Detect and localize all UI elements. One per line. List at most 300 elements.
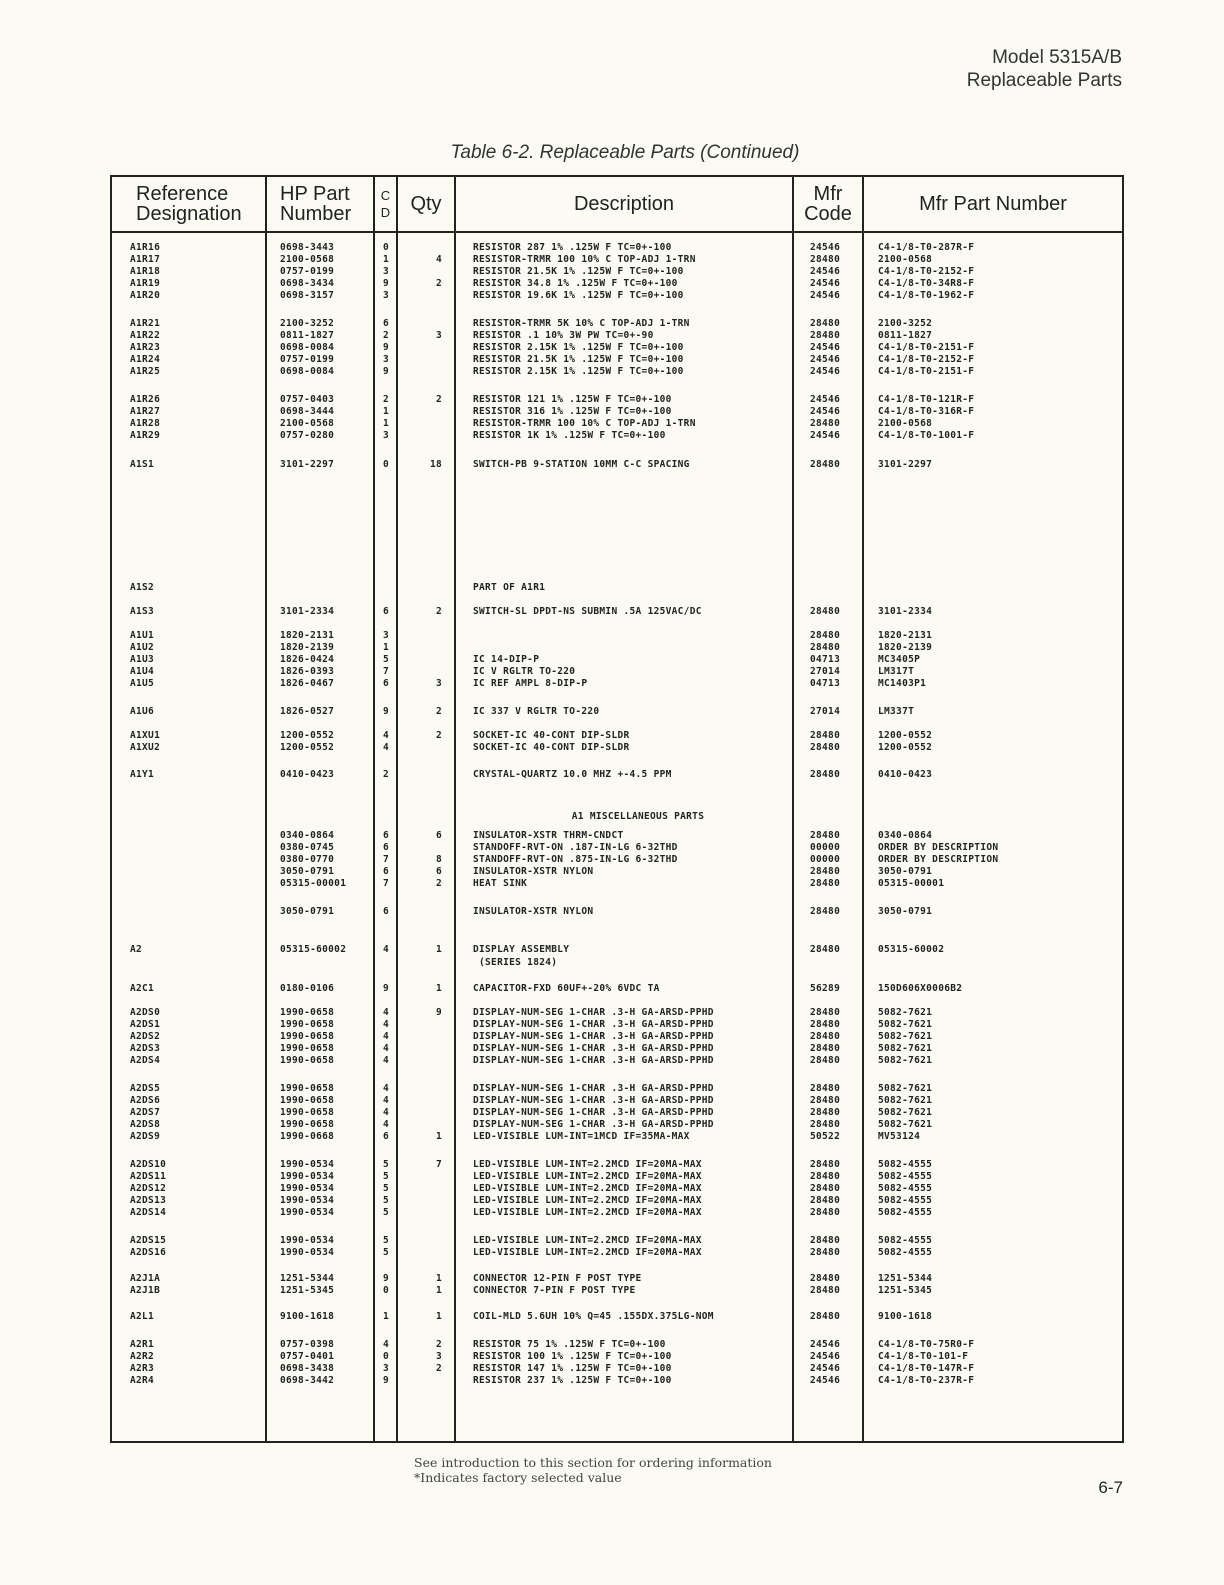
cell-hp: 9100-1618: [280, 1311, 335, 1322]
cell-hp: 0757-0199: [280, 266, 335, 277]
cell-mpn: 2100-0568: [878, 418, 933, 429]
cell-mpn: ORDER BY DESCRIPTION: [878, 854, 999, 865]
cell-mpn: 3101-2297: [878, 459, 933, 470]
cell-mpn: 1820-2131: [878, 630, 933, 641]
cell-mpn: 5082-7621: [878, 1031, 933, 1042]
cell-ref: A2: [130, 944, 143, 955]
table-row: [112, 1119, 1122, 1131]
cell-cd: 4: [383, 1043, 390, 1054]
cell-cd: 4: [383, 730, 390, 741]
cell-cd: 4: [383, 1339, 390, 1350]
cell-ref: A1R29: [130, 430, 161, 441]
cell-mfr: 04713: [810, 654, 841, 665]
table-row: [112, 606, 1122, 618]
table-row: [112, 1273, 1122, 1285]
cell-mfr: 56289: [810, 983, 841, 994]
cell-mpn: 05315-00001: [878, 878, 945, 889]
table-row: [112, 769, 1122, 781]
cell-mpn: C4-1/8-T0-101-F: [878, 1351, 969, 1362]
cell-mpn: 5082-7621: [878, 1107, 933, 1118]
cell-mpn: C4-1/8-T0-147R-F: [878, 1363, 975, 1374]
cell-cd: 5: [383, 1247, 390, 1258]
cell-cd: 6: [383, 678, 390, 689]
cell-mfr: 28480: [810, 906, 841, 917]
cell-desc: RESISTOR 2.15K 1% .125W F TC=0+-100: [473, 366, 684, 377]
cell-ref: A1R20: [130, 290, 161, 301]
header-qty: Qty: [410, 193, 442, 215]
cell-hp: 1251-5345: [280, 1285, 335, 1296]
cell-mpn: 05315-60002: [878, 944, 945, 955]
misc-parts-heading: A1 MISCELLANEOUS PARTS: [571, 811, 705, 822]
cell-desc: IC 337 V RGLTR TO-220: [473, 706, 600, 717]
cell-hp: 0180-0106: [280, 983, 335, 994]
cell-ref: A2DS6: [130, 1095, 161, 1106]
table-row: [112, 418, 1122, 430]
cell-ref: A1U2: [130, 642, 155, 653]
table-row: [112, 630, 1122, 642]
cell-cd: 0: [383, 459, 390, 470]
parts-table: [110, 175, 1124, 1443]
cell-mfr: 28480: [810, 1235, 841, 1246]
cell-ref: A1R18: [130, 266, 161, 277]
cell-desc: SWITCH-SL DPDT-NS SUBMIN .5A 125VAC/DC: [473, 606, 702, 617]
cell-hp: 0698-3442: [280, 1375, 335, 1386]
cell-cd: 7: [383, 854, 390, 865]
cell-mfr: 28480: [810, 630, 841, 641]
cell-ref: A2DS7: [130, 1107, 161, 1118]
table-row: [112, 1351, 1122, 1363]
cell-mpn: 5082-7621: [878, 1007, 933, 1018]
cell-mpn: MC3405P: [878, 654, 921, 665]
cell-cd: 9: [383, 1375, 390, 1386]
cell-desc: HEAT SINK: [473, 878, 528, 889]
cell-qty: 4: [435, 254, 442, 265]
cell-hp: 1990-0658: [280, 1083, 335, 1094]
table-row: [112, 1311, 1122, 1323]
cell-cd: 1: [383, 406, 390, 417]
cell-mfr: 28480: [810, 1195, 841, 1206]
cell-hp: 0698-0084: [280, 366, 335, 377]
cell-cd: 4: [383, 1007, 390, 1018]
cell-mpn: C4-1/8-T0-287R-F: [878, 242, 975, 253]
cell-mpn: 3050-0791: [878, 906, 933, 917]
cell-mpn: C4-1/8-T0-316R-F: [878, 406, 975, 417]
cell-ref: A2DS2: [130, 1031, 161, 1042]
cell-desc: SWITCH-PB 9-STATION 10MM C-C SPACING: [473, 459, 690, 470]
cell-desc: (SERIES 1824): [473, 957, 558, 968]
cell-mfr: 28480: [810, 1273, 841, 1284]
table-row: [112, 957, 1122, 969]
cell-desc: RESISTOR .1 10% 3W PW TC=0+-90: [473, 330, 654, 341]
table-row: [112, 1285, 1122, 1297]
cell-desc: LED-VISIBLE LUM-INT=2.2MCD IF=20MA-MAX: [473, 1195, 702, 1206]
cell-mfr: 28480: [810, 1019, 841, 1030]
cell-mpn: 5082-4555: [878, 1207, 933, 1218]
cell-mfr: 28480: [810, 606, 841, 617]
cell-cd: 6: [383, 830, 390, 841]
table-row: [112, 866, 1122, 878]
table-row: [112, 354, 1122, 366]
table-row: [112, 878, 1122, 890]
cell-hp: 1990-0658: [280, 1107, 335, 1118]
table-row: [112, 742, 1122, 754]
table-row: [112, 944, 1122, 956]
table-row: [112, 1131, 1122, 1143]
cell-hp: 1820-2139: [280, 642, 335, 653]
cell-desc: LED-VISIBLE LUM-INT=1MCD IF=35MA-MAX: [473, 1131, 690, 1142]
cell-ref: A1R24: [130, 354, 161, 365]
footnote-factory-selected: *Indicates factory selected value: [414, 1470, 622, 1485]
section-label: Replaceable Parts: [966, 70, 1122, 91]
table-row: [112, 1247, 1122, 1259]
cell-mpn: 150D606X0006B2: [878, 983, 963, 994]
cell-hp: 0811-1827: [280, 330, 335, 341]
cell-mfr: 24546: [810, 342, 841, 353]
cell-hp: 1990-0658: [280, 1119, 335, 1130]
cell-mfr: 28480: [810, 830, 841, 841]
cell-mpn: 1200-0552: [878, 742, 933, 753]
cell-mfr: 28480: [810, 1083, 841, 1094]
cell-desc: RESISTOR-TRMR 5K 10% C TOP-ADJ 1-TRN: [473, 318, 690, 329]
cell-qty: 2: [435, 278, 442, 289]
cell-desc: DISPLAY-NUM-SEG 1-CHAR .3-H GA-ARSD-PPHD: [473, 1083, 714, 1094]
cell-mpn: ORDER BY DESCRIPTION: [878, 842, 999, 853]
cell-qty: 1: [435, 1285, 442, 1296]
cell-hp: 1990-0534: [280, 1247, 335, 1258]
cell-desc: DISPLAY-NUM-SEG 1-CHAR .3-H GA-ARSD-PPHD: [473, 1043, 714, 1054]
cell-hp: 1990-0534: [280, 1183, 335, 1194]
cell-desc: DISPLAY-NUM-SEG 1-CHAR .3-H GA-ARSD-PPHD: [473, 1007, 714, 1018]
cell-qty: 2: [435, 878, 442, 889]
cell-cd: 6: [383, 866, 390, 877]
cell-mpn: C4-1/8-T0-121R-F: [878, 394, 975, 405]
cell-ref: A1R27: [130, 406, 161, 417]
table-row: [112, 290, 1122, 302]
cell-mpn: 2100-3252: [878, 318, 933, 329]
cell-hp: 1990-0658: [280, 1055, 335, 1066]
cell-ref: A2R4: [130, 1375, 155, 1386]
cell-desc: LED-VISIBLE LUM-INT=2.2MCD IF=20MA-MAX: [473, 1183, 702, 1194]
table-row: [112, 1095, 1122, 1107]
cell-cd: 6: [383, 318, 390, 329]
cell-cd: 9: [383, 983, 390, 994]
cell-cd: 3: [383, 290, 390, 301]
cell-mfr: 27014: [810, 706, 841, 717]
cell-cd: 9: [383, 366, 390, 377]
cell-cd: 7: [383, 878, 390, 889]
cell-ref: A2R2: [130, 1351, 155, 1362]
cell-cd: 0: [383, 242, 390, 253]
cell-mpn: 3050-0791: [878, 866, 933, 877]
cell-mpn: C4-1/8-T0-34R8-F: [878, 278, 975, 289]
cell-desc: RESISTOR 34.8 1% .125W F TC=0+-100: [473, 278, 678, 289]
cell-mpn: C4-1/8-T0-2152-F: [878, 354, 975, 365]
cell-mfr: 28480: [810, 1247, 841, 1258]
cell-qty: 3: [435, 1351, 442, 1362]
header-cd: C D: [380, 188, 391, 220]
page-number: 6-7: [1098, 1478, 1123, 1497]
cell-qty: 2: [435, 394, 442, 405]
table-row: [112, 666, 1122, 678]
cell-cd: 1: [383, 254, 390, 265]
cell-desc: DISPLAY-NUM-SEG 1-CHAR .3-H GA-ARSD-PPHD: [473, 1119, 714, 1130]
cell-desc: LED-VISIBLE LUM-INT=2.2MCD IF=20MA-MAX: [473, 1235, 702, 1246]
cell-desc: RESISTOR 316 1% .125W F TC=0+-100: [473, 406, 672, 417]
cell-desc: DISPLAY ASSEMBLY: [473, 944, 570, 955]
cell-desc: IC 14-DIP-P: [473, 654, 540, 665]
cell-cd: 5: [383, 1183, 390, 1194]
cell-desc: IC REF AMPL 8-DIP-P: [473, 678, 588, 689]
cell-mpn: 5082-4555: [878, 1183, 933, 1194]
table-row: [112, 1083, 1122, 1095]
table-row: [112, 730, 1122, 742]
cell-ref: A2DS3: [130, 1043, 161, 1054]
cell-desc: DISPLAY-NUM-SEG 1-CHAR .3-H GA-ARSD-PPHD: [473, 1019, 714, 1030]
table-row: [112, 1171, 1122, 1183]
cell-cd: 5: [383, 1207, 390, 1218]
cell-mfr: 28480: [810, 1107, 841, 1118]
cell-cd: 3: [383, 1363, 390, 1374]
cell-ref: A2DS9: [130, 1131, 161, 1142]
cell-desc: DISPLAY-NUM-SEG 1-CHAR .3-H GA-ARSD-PPHD: [473, 1055, 714, 1066]
cell-cd: 2: [383, 330, 390, 341]
cell-mfr: 28480: [810, 944, 841, 955]
cell-ref: A1S3: [130, 606, 155, 617]
cell-mfr: 28480: [810, 254, 841, 265]
cell-desc: RESISTOR 147 1% .125W F TC=0+-100: [473, 1363, 672, 1374]
table-row: [112, 318, 1122, 330]
cell-mpn: 5082-7621: [878, 1083, 933, 1094]
cell-qty: 6: [435, 866, 442, 877]
cell-mpn: 1820-2139: [878, 642, 933, 653]
cell-mpn: 1251-5344: [878, 1273, 933, 1284]
cell-hp: 0698-0084: [280, 342, 335, 353]
table-row: [112, 654, 1122, 666]
table-row: [112, 1007, 1122, 1019]
cell-mfr: 50522: [810, 1131, 841, 1142]
cell-qty: 18: [429, 459, 442, 470]
cell-ref: A1S1: [130, 459, 155, 470]
cell-cd: 5: [383, 1195, 390, 1206]
cell-cd: 4: [383, 1019, 390, 1030]
cell-mfr: 24546: [810, 366, 841, 377]
cell-desc: LED-VISIBLE LUM-INT=2.2MCD IF=20MA-MAX: [473, 1171, 702, 1182]
cell-mpn: 5082-7621: [878, 1043, 933, 1054]
table-row: [112, 278, 1122, 290]
cell-hp: 0380-0745: [280, 842, 335, 853]
cell-ref: A2DS1: [130, 1019, 161, 1030]
cell-hp: 0757-0280: [280, 430, 335, 441]
cell-hp: 1826-0527: [280, 706, 335, 717]
cell-mpn: 5082-7621: [878, 1119, 933, 1130]
cell-ref: A2J1A: [130, 1273, 161, 1284]
cell-desc: STANDOFF-RVT-ON .875-IN-LG 6-32THD: [473, 854, 678, 865]
header-reference-designation: Reference Designation: [136, 183, 242, 225]
cell-hp: 05315-00001: [280, 878, 347, 889]
cell-mpn: 5082-7621: [878, 1019, 933, 1030]
cell-cd: 1: [383, 418, 390, 429]
cell-hp: 1826-0467: [280, 678, 335, 689]
cell-cd: 4: [383, 1119, 390, 1130]
cell-hp: 2100-0568: [280, 254, 335, 265]
cell-cd: 9: [383, 278, 390, 289]
cell-mfr: 28480: [810, 1095, 841, 1106]
cell-desc: LED-VISIBLE LUM-INT=2.2MCD IF=20MA-MAX: [473, 1159, 702, 1170]
cell-hp: 0698-3157: [280, 290, 335, 301]
cell-mpn: 0811-1827: [878, 330, 933, 341]
cell-mpn: 5082-4555: [878, 1159, 933, 1170]
cell-ref: A2DS0: [130, 1007, 161, 1018]
cell-ref: A2R1: [130, 1339, 155, 1350]
cell-ref: A2DS5: [130, 1083, 161, 1094]
cell-cd: 3: [383, 430, 390, 441]
cell-ref: A2DS12: [130, 1183, 167, 1194]
cell-mpn: 1251-5345: [878, 1285, 933, 1296]
cell-hp: 0757-0398: [280, 1339, 335, 1350]
cell-desc: RESISTOR 100 1% .125W F TC=0+-100: [473, 1351, 672, 1362]
cell-ref: A2DS16: [130, 1247, 167, 1258]
cell-qty: 9: [435, 1007, 442, 1018]
cell-desc: RESISTOR 2.15K 1% .125W F TC=0+-100: [473, 342, 684, 353]
cell-mpn: C4-1/8-T0-1962-F: [878, 290, 975, 301]
cell-ref: A1R26: [130, 394, 161, 405]
cell-mpn: 3101-2334: [878, 606, 933, 617]
cell-cd: 9: [383, 342, 390, 353]
header-mfr-code: Mfr Code: [804, 183, 852, 225]
cell-cd: 4: [383, 742, 390, 753]
cell-ref: A1R17: [130, 254, 161, 265]
cell-mfr: 28480: [810, 459, 841, 470]
cell-mfr: 28480: [810, 1183, 841, 1194]
cell-hp: 1990-0534: [280, 1235, 335, 1246]
table-row: [112, 854, 1122, 866]
cell-desc: RESISTOR 21.5K 1% .125W F TC=0+-100: [473, 354, 684, 365]
cell-cd: 4: [383, 1031, 390, 1042]
cell-hp: 0757-0403: [280, 394, 335, 405]
cell-hp: 0340-0864: [280, 830, 335, 841]
cell-cd: 3: [383, 266, 390, 277]
cell-hp: 2100-0568: [280, 418, 335, 429]
cell-ref: A1R21: [130, 318, 161, 329]
cell-cd: 6: [383, 606, 390, 617]
cell-mfr: 28480: [810, 1007, 841, 1018]
cell-hp: 05315-60002: [280, 944, 347, 955]
cell-ref: A2C1: [130, 983, 155, 994]
cell-hp: 1990-0534: [280, 1171, 335, 1182]
cell-mpn: 5082-7621: [878, 1055, 933, 1066]
cell-desc: RESISTOR-TRMR 100 10% C TOP-ADJ 1-TRN: [473, 254, 696, 265]
cell-qty: 1: [435, 1311, 442, 1322]
cell-hp: 1251-5344: [280, 1273, 335, 1284]
table-row: [112, 706, 1122, 718]
cell-mfr: 27014: [810, 666, 841, 677]
cell-mfr: 28480: [810, 642, 841, 653]
cell-mfr: 28480: [810, 418, 841, 429]
cell-cd: 9: [383, 706, 390, 717]
table-row: [112, 842, 1122, 854]
cell-mfr: 28480: [810, 878, 841, 889]
cell-mpn: C4-1/8-T0-1001-F: [878, 430, 975, 441]
cell-mpn: 5082-4555: [878, 1195, 933, 1206]
cell-mfr: 28480: [810, 1207, 841, 1218]
cell-mfr: 00000: [810, 842, 841, 853]
table-row: [112, 1363, 1122, 1375]
cell-desc: IC V RGLTR TO-220: [473, 666, 576, 677]
cell-ref: A2L1: [130, 1311, 155, 1322]
cell-ref: A1Y1: [130, 769, 155, 780]
table-row: [112, 1339, 1122, 1351]
cell-ref: A1U6: [130, 706, 155, 717]
cell-mpn: LM337T: [878, 706, 915, 717]
cell-cd: 5: [383, 1159, 390, 1170]
cell-hp: 3101-2297: [280, 459, 335, 470]
cell-desc: COIL-MLD 5.6UH 10% Q=45 .155DX.375LG-NOM: [473, 1311, 714, 1322]
cell-cd: 4: [383, 1107, 390, 1118]
cell-desc: RESISTOR 121 1% .125W F TC=0+-100: [473, 394, 672, 405]
cell-mpn: C4-1/8-T0-2151-F: [878, 366, 975, 377]
cell-hp: 1826-0393: [280, 666, 335, 677]
table-row: [112, 1183, 1122, 1195]
cell-cd: 1: [383, 642, 390, 653]
cell-desc: LED-VISIBLE LUM-INT=2.2MCD IF=20MA-MAX: [473, 1207, 702, 1218]
cell-mfr: 24546: [810, 430, 841, 441]
cell-qty: 2: [435, 1363, 442, 1374]
cell-cd: 6: [383, 842, 390, 853]
cell-desc: PART OF A1R1: [473, 582, 546, 593]
cell-hp: 1990-0668: [280, 1131, 335, 1142]
cell-mpn: 5082-4555: [878, 1247, 933, 1258]
table-title: Table 6-2. Replaceable Parts (Continued): [450, 142, 800, 163]
cell-desc: LED-VISIBLE LUM-INT=2.2MCD IF=20MA-MAX: [473, 1247, 702, 1258]
cell-desc: INSULATOR-XSTR NYLON: [473, 906, 594, 917]
cell-ref: A2DS10: [130, 1159, 167, 1170]
cell-mpn: C4-1/8-T0-237R-F: [878, 1375, 975, 1386]
cell-mfr: 24546: [810, 1375, 841, 1386]
cell-desc: RESISTOR-TRMR 100 10% C TOP-ADJ 1-TRN: [473, 418, 696, 429]
cell-mfr: 28480: [810, 1119, 841, 1130]
cell-qty: 2: [435, 1339, 442, 1350]
cell-cd: 0: [383, 1285, 390, 1296]
cell-mpn: MC1403P1: [878, 678, 927, 689]
table-row: [112, 1031, 1122, 1043]
cell-desc: SOCKET-IC 40-CONT DIP-SLDR: [473, 742, 630, 753]
cell-mfr: 28480: [810, 1171, 841, 1182]
table-row: [112, 266, 1122, 278]
cell-mpn: C4-1/8-T0-75R0-F: [878, 1339, 975, 1350]
table-row: [112, 342, 1122, 354]
cell-qty: 1: [435, 1131, 442, 1142]
table-row: [112, 1235, 1122, 1247]
cell-mpn: MV53124: [878, 1131, 921, 1142]
cell-hp: 1990-0658: [280, 1007, 335, 1018]
header-hp-part-number: HP Part Number: [280, 183, 352, 225]
cell-desc: DISPLAY-NUM-SEG 1-CHAR .3-H GA-ARSD-PPHD: [473, 1107, 714, 1118]
cell-cd: 6: [383, 1131, 390, 1142]
cell-mfr: 24546: [810, 354, 841, 365]
cell-mpn: 5082-4555: [878, 1235, 933, 1246]
cell-mfr: 24546: [810, 242, 841, 253]
cell-ref: A2DS14: [130, 1207, 167, 1218]
table-row: [112, 254, 1122, 266]
cell-qty: 2: [435, 730, 442, 741]
cell-hp: 2100-3252: [280, 318, 335, 329]
cell-ref: A2R3: [130, 1363, 155, 1374]
cell-hp: 0698-3443: [280, 242, 335, 253]
table-row: [112, 983, 1122, 995]
cell-desc: CRYSTAL-QUARTZ 10.0 MHZ +-4.5 PPM: [473, 769, 672, 780]
cell-qty: 7: [435, 1159, 442, 1170]
cell-hp: 1990-0658: [280, 1095, 335, 1106]
